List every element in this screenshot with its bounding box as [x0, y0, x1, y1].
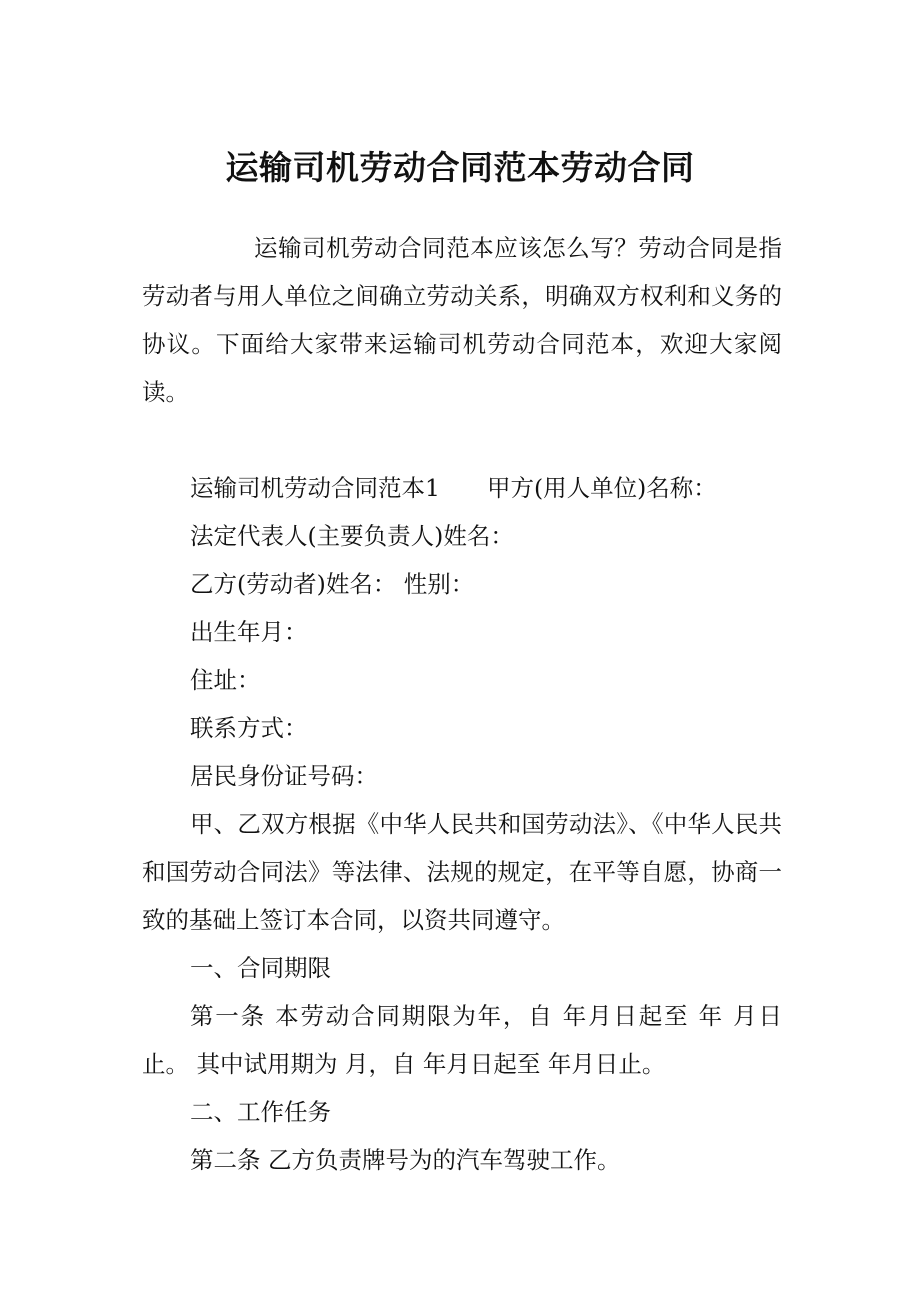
contact-line: 联系方式：	[190, 714, 308, 742]
document-title: 运输司机劳动合同范本劳动合同	[225, 148, 695, 187]
intro-paragraph: 运输司机劳动合同范本应该怎么写？劳动合同是指劳动者与用人单位之间确立劳动关系，明确双方权利和义务的协议。下面给大家带来运输司机劳动合同范本，欢迎大家阅读。	[142, 234, 782, 406]
article-one-paragraph: 第一条 本劳动合同期限为年，自 年月日起至 年 月日止。 其中试用期为 月，自 年月日起至 年月日止。	[142, 1002, 782, 1078]
paragraph-spacer	[142, 416, 782, 464]
birth-date-line: 出生年月：	[190, 618, 308, 646]
id-number-line: 居民身份证号码：	[190, 762, 378, 790]
document-body	[142, 224, 782, 1184]
section-heading-tasks: 二、工作任务	[190, 1098, 331, 1126]
address-line: 住址：	[190, 666, 261, 694]
contract-heading-line: 运输司机劳动合同范本1 甲方(用人单位)名称：	[190, 474, 717, 502]
legal-basis-paragraph: 甲、乙双方根据《中华人民共和国劳动法》、《中华人民共和国劳动合同法》等法律、法规的规定，在平等自愿，协商一致的基础上签订本合同，以资共同遵守。	[142, 810, 782, 934]
article-two-paragraph: 第二条 乙方负责牌号为的汽车驾驶工作。	[190, 1146, 621, 1174]
legal-representative-line: 法定代表人(主要负责人)姓名：	[190, 522, 514, 550]
section-heading-term: 一、合同期限	[190, 954, 331, 982]
employee-name-line: 乙方(劳动者)姓名： 性别：	[190, 570, 475, 598]
